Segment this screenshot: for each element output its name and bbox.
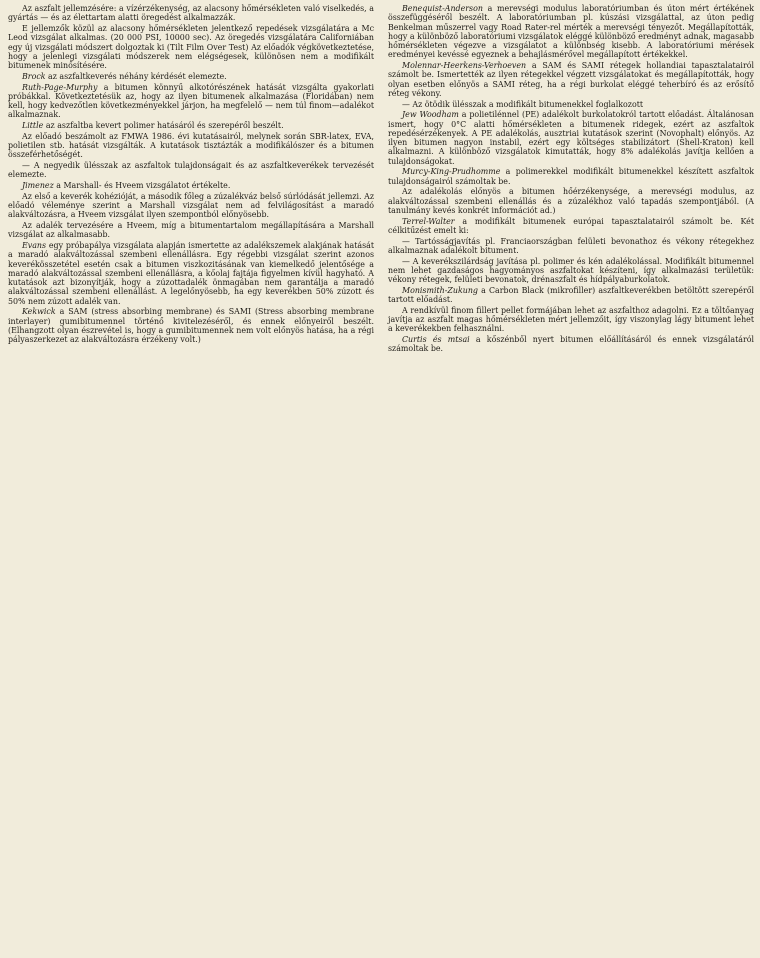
paragraph	[388, 110, 754, 166]
paragraph	[388, 167, 754, 186]
paragraph-text: Az aszfalt jellemzésére: a vízérzékenység, az alacsony hőmérsékleten való viselkedés, a gyártás — és az élettartam alatti öregedést alkalmazzák.	[8, 4, 374, 23]
paragraph-text: Az előadó beszámolt az FMWA 1986. évi kutatásairól, melynek során SBR-latex, EVA, polietilen stb. hatását vizsgálták. A kutatások tisztázták a modifikálószer és a bitumen összeférhetőségét.	[8, 131, 374, 160]
paragraph	[8, 83, 374, 120]
paragraph	[8, 161, 374, 180]
paragraph-text: a Marshall- és Hveem vizsgálatot értékelte.	[53, 181, 231, 190]
author-name: Curtis és mtsai	[402, 335, 470, 344]
paragraph	[388, 237, 754, 256]
paragraph-text: egy próbapálya vizsgálata alapján ismertette az adalékszemek alakjának hatását a maradó alakváltozással szembeni ellenállásra. Egy régebbi vizsgálat szerint azonos keverékösszetétel esetén csak a bitumen viszkozitásának van kiemelkedő jelentősége a maradó alakváltozással szembeni ellenállásra, a kőolaj fajtája figyelmen kívül hagyható. A kutatások azt bizonyítják, hogy a zúzottadalék önmagában nem garantálja a maradó alakváltozással szembeni ellenállást. A legelőnyösebb, ha egy keverékben 50% zúzott és 50% nem zúzott adalék van.	[8, 241, 374, 306]
author-name: Little	[22, 121, 44, 130]
paragraph	[8, 221, 374, 240]
author-name: Murcy-King-Prudhomme	[402, 167, 501, 177]
paragraph	[388, 4, 754, 60]
paragraph-text: a kőszénből nyert bitumen előállításáról és ennek vizsgálatáról számoltak be.	[388, 335, 754, 354]
paragraph-text: — A negyedik ülésszak az aszfaltok tulajdonságait és az aszfaltkeverékek tervezését elemezte.	[8, 161, 374, 180]
right-column	[388, 4, 754, 958]
paragraph	[388, 61, 754, 98]
author-name: Brock	[22, 71, 46, 81]
paragraph-text: — Az ötödik ülésszak a modifikált bitumenekkel foglalkozott	[402, 99, 644, 109]
paragraph	[8, 121, 374, 130]
paragraph	[388, 100, 754, 109]
paragraph	[8, 24, 374, 70]
left-column	[8, 4, 374, 958]
paragraph-text: a polimerekkel modifikált bitumenekkel készített aszfaltok tulajdonságairól számoltak be.	[388, 167, 754, 186]
paragraph-text: a polietilénnel (PE) adalékolt burkolatokról tartott előadást. Általánosan ismert, hogy 0°C alatti hőmérsékleten a bitumenek ridegek, ezért az aszfaltok repedésérzékenyek. A PE adalékolás, ausztriai kutatások szerint (Novophalt) előnyös. Az ilyen bitumen nagyon instabil, ezért egy költséges stabilizátort (Shell-Kraton) kell alkalmazni. A különböző vizsgálatok kimutatták, hogy 8% adalékolás javítja kellően a tulajdonságokat.	[388, 110, 754, 166]
paragraph-text: a bitumen könnyű alkotórészének hatását vizsgálta gyakorlati próbákkal. Következtetésük az, hogy az ilyen bitumenek alkalmazása (Floridában) nem kell, hogy kedvezőtlen következményekkel járjon, ha megfelelő — nem túl finom—adalékot alkalmaznak.	[8, 82, 374, 120]
paragraph-text: Az első a keverék kohézióját, a második főleg a zúzalékváz belső súrlódását jellemzi. Az előadó véleménye szerint a Marshall vizsgálat nem ad felvilágosítást a maradó alakváltozásra, a Hveem vizsgálat ilyen szempontból előnyösebb.	[8, 191, 374, 220]
author-name: Jimenez	[22, 181, 54, 190]
paragraph-text: — Tartósságjavítás pl. Franciaországban felületi bevonathoz és vékony rétegekhez alkalmaznak adalékolt bitument.	[388, 236, 754, 255]
paragraph-text: Az adalékolás előnyös a bitumen hőérzékenysége, a merevségi modulus, az alakváltozással szembeni ellenállás és a zúzalékhoz való tapadás szempontjából. (A tanulmány kevés konkrét információt ad.)	[388, 187, 754, 215]
author-name: Jew Woodham	[402, 110, 459, 120]
author-name: Ruth-Page-Murphy	[22, 82, 98, 92]
paragraph-text: a Carbon Black (mikrofiller) aszfaltkeverékben betöltött szerepéről tartott előadást.	[388, 285, 754, 304]
author-name: Monismith-Zukung	[402, 285, 478, 295]
paragraph-text: a merevségi modulus laboratóriumban és úton mért értékének összefüggéséről beszélt. A laboratóriumban pl. kúszási vizsgálattal, az úton pedig Benkelman műszerrel vagy Road Rater-rel mérték a merevségi tényezőt. Megállapították, hogy a különböző laboratóriumi vizsgálatok eléggé különböző eredményt adnak, magasabb hőmérsékleten végezve a vizsgálatot a különbség kisebb. A laboratóriumi mérések eredményei kevéssé egyeznek a behajlásmérővel megállapított értékekkel.	[388, 4, 754, 60]
paragraph	[8, 181, 374, 190]
paragraph	[388, 217, 754, 236]
paragraph-text: a SAM (stress absorbing membrane) és SAMI (Stress absorbing membrane interlayer) gumibitumennel történő kivitelezéséről, és ennek előnyeiről beszélt. (Elhangzott olyan észrevétel is, hogy a gumibitumennek nem volt előnyös hatása, ha a régi pályaszerkezet az alakváltozásra érzékeny volt.)	[8, 307, 374, 344]
paragraph	[8, 132, 374, 160]
author-name: Benequist-Anderson	[402, 4, 483, 13]
paragraph-text: az aszfaltkeverés néhány kérdését elemezte.	[45, 71, 227, 81]
paragraph	[8, 4, 374, 23]
paragraph	[8, 72, 374, 81]
paragraph	[388, 187, 754, 215]
paragraph	[388, 306, 754, 334]
paragraph	[388, 257, 754, 285]
paragraph	[8, 192, 374, 220]
paragraph	[388, 335, 754, 354]
author-name: Molennar-Heerkens-Verhoeven	[402, 61, 527, 70]
paragraph	[8, 307, 374, 344]
paragraph-text: A rendkívül finom fillert pellet formájában lehet az aszfalthoz adagolni. Ez a töltőanyag javítja az aszfalt magas hőmérsékleten mért jellemzőit, így viszonylag lágy bitument lehet a keverékekben felhasználni.	[388, 305, 754, 334]
paragraph	[8, 241, 374, 306]
paragraph-text: E jellemzők közül az alacsony hőmérsékleten jelentkező repedések vizsgálatára a Mc Leod vizsgálat alkalmas. (20 000 PSI, 10000 sec). Az öregedés vizsgálatára Californiában egy új vizsgálati módszert dolgoztak ki (Tilt Film Over Test) Az előadók végkövetkeztetése, hogy a jelenlegi vizsgálati módszerek nem elégségesek, különösen nem a modifikált bitumenek minősítésére.	[8, 24, 374, 70]
author-name: Kekwick	[22, 307, 56, 317]
paragraph-text: a modifikált bitumenek európai tapasztalatairól számolt be. Két célkitűzést emelt ki:	[388, 216, 754, 235]
paragraph	[388, 286, 754, 305]
author-name: Evans	[22, 241, 47, 250]
paragraph-text: — A keverékszilárdság javítása pl. polimer és kén adalékolással. Modifikált bitumennel nem lehet gazdaságos hagyományos aszfaltokat készíteni, így alkalmazási területük: vékony rétegek, felületi bevonatok, drénaszfalt és hídpályaburkolatok.	[388, 256, 754, 284]
paragraph-text: az aszfaltba kevert polimer hatásáról és szerepéről beszélt.	[43, 121, 284, 130]
paragraph-text: a SAM és SAMI rétegek hollandiai tapasztalatairól számolt be. Ismertették az ilyen rétegekkel végzett vizsgálatokat és megállapították, hogy olyan esetben előnyös a SAMI réteg, ha a régi burkolat eléggé teherbíró és az erősítő réteg vékony.	[388, 61, 754, 98]
paragraph-text: Az adalék tervezésére a Hveem, míg a bitumentartalom megállapítására a Marshall vizsgálat az alkalmasabb.	[8, 221, 374, 240]
author-name: Terrel-Walter	[402, 216, 455, 226]
